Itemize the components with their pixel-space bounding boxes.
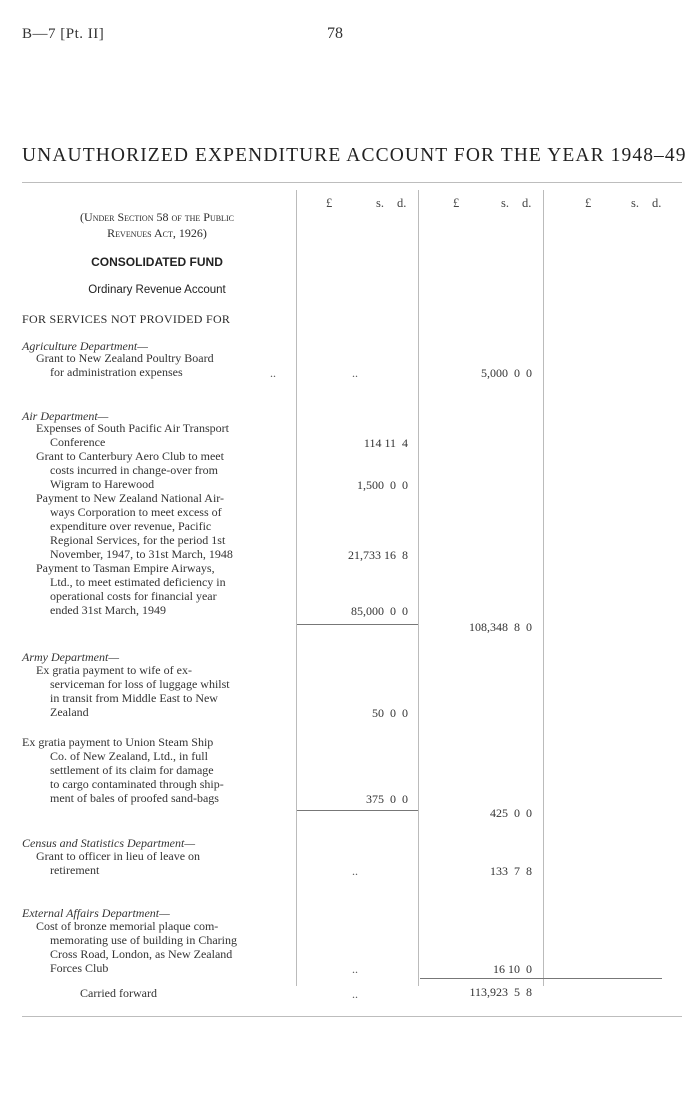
document-reference: B—7 [Pt. II]: [22, 26, 105, 42]
air-item3-line: ways Corporation to meet excess of: [50, 505, 222, 519]
title-rule: [22, 182, 682, 183]
external-section-title: External Affairs Department—: [22, 906, 170, 920]
air-item3-amount: 21,733 16 8: [348, 548, 408, 562]
agriculture-item-line-2: for administration expenses: [50, 365, 183, 379]
col2-shillings-heading: s.: [501, 196, 509, 210]
air-item3-line: Regional Services, for the period 1st: [50, 533, 226, 547]
air-item1-line: Conference: [50, 435, 106, 449]
army-item1-line: Ex gratia payment to wife of ex-: [36, 663, 192, 677]
air-section-title: Air Department—: [22, 409, 109, 423]
carried-forward-col1-placeholder: ..: [352, 987, 358, 1001]
army-item1-amount: 50 0 0: [372, 706, 408, 720]
air-item4-amount: 85,000 0 0: [351, 604, 408, 618]
air-total: 108,348 8 0: [469, 620, 532, 634]
air-item2-line: costs incurred in change-over from: [50, 463, 218, 477]
census-item1-line: retirement: [50, 863, 100, 877]
agriculture-col1-placeholder: ..: [352, 366, 358, 380]
agriculture-item-dots: ..: [270, 366, 276, 380]
external-item1-line: Forces Club: [50, 961, 109, 975]
page-number: 78: [327, 25, 343, 42]
agriculture-section-title: Agriculture Department—: [22, 339, 148, 353]
census-col1-placeholder: ..: [352, 864, 358, 878]
col1-shillings-heading: s.: [376, 196, 384, 210]
air-item2-amount: 1,500 0 0: [357, 478, 408, 492]
external-col1-placeholder: ..: [352, 962, 358, 976]
agriculture-total: 5,000 0 0: [481, 366, 532, 380]
column-divider-3: [543, 190, 544, 986]
army-item2-line: Co. of New Zealand, Ltd., in full: [50, 749, 208, 763]
army-item2-line: Ex gratia payment to Union Steam Ship: [22, 735, 214, 749]
col1-pence-heading: d.: [397, 196, 407, 210]
agriculture-item-line-1: Grant to New Zealand Poultry Board: [36, 351, 214, 365]
census-item1-line: Grant to officer in lieu of leave on: [36, 849, 201, 863]
column-divider-1: [296, 190, 297, 986]
army-item2-line: settlement of its claim for damage: [50, 763, 214, 777]
army-subtotal-rule: [297, 810, 418, 811]
air-item1-amount: 114 11 4: [363, 436, 408, 450]
carried-forward-total: 113,923 5 8: [469, 985, 532, 999]
air-item4-line: ended 31st March, 1949: [50, 603, 166, 617]
air-item3-line: Payment to New Zealand National Air-: [36, 491, 225, 505]
account-heading: Ordinary Revenue Account: [88, 284, 226, 296]
army-item1-line: serviceman for loss of luggage whilst: [50, 677, 230, 691]
census-section-title: Census and Statistics Department—: [22, 836, 195, 850]
col3-pounds-heading: £: [585, 196, 592, 210]
external-item1-line: Cost of bronze memorial plaque com-: [36, 919, 219, 933]
census-total: 133 7 8: [490, 864, 532, 878]
col3-pence-heading: d.: [652, 196, 662, 210]
air-item4-line: operational costs for financial year: [50, 589, 217, 603]
col2-pence-heading: d.: [522, 196, 532, 210]
column-divider-2: [418, 190, 419, 986]
army-item1-line: in transit from Middle East to New: [50, 691, 218, 705]
carried-forward-label: Carried forward: [80, 986, 157, 1000]
carried-forward-rule: [420, 978, 662, 979]
external-total: 16 10 0: [493, 962, 532, 976]
preamble-line-2: Revenues Act, 1926): [107, 226, 207, 240]
army-item1-line: Zealand: [50, 705, 89, 719]
preamble-line-1: (Under Section 58 of the Public: [80, 210, 234, 224]
air-item3-line: expenditure over revenue, Pacific: [50, 519, 212, 533]
external-item1-line: Cross Road, London, as New Zealand: [50, 947, 233, 961]
army-item2-amount: 375 0 0: [366, 792, 408, 806]
air-item4-line: Payment to Tasman Empire Airways,: [36, 561, 215, 575]
air-item2-line: Grant to Canterbury Aero Club to meet: [36, 449, 224, 463]
services-heading: FOR SERVICES NOT PROVIDED FOR: [22, 312, 231, 326]
army-item2-line: to cargo contaminated through ship-: [50, 777, 224, 791]
page-title: UNAUTHORIZED EXPENDITURE ACCOUNT FOR THE YEAR 1948–49: [22, 145, 687, 166]
army-section-title: Army Department—: [22, 650, 119, 664]
air-item3-line: November, 1947, to 31st March, 1948: [50, 547, 233, 561]
col2-pounds-heading: £: [453, 196, 460, 210]
col3-shillings-heading: s.: [631, 196, 639, 210]
bottom-rule: [22, 1016, 682, 1017]
air-item4-line: Ltd., to meet estimated deficiency in: [50, 575, 226, 589]
air-subtotal-rule: [297, 624, 418, 625]
air-item1-line: Expenses of South Pacific Air Transport: [36, 421, 229, 435]
col1-pounds-heading: £: [326, 196, 333, 210]
air-item2-line: Wigram to Harewood: [50, 477, 155, 491]
army-total: 425 0 0: [490, 806, 532, 820]
army-item2-line: ment of bales of proofed sand-bags: [50, 791, 219, 805]
fund-heading: CONSOLIDATED FUND: [91, 255, 223, 269]
external-item1-line: memorating use of building in Charing: [50, 933, 237, 947]
